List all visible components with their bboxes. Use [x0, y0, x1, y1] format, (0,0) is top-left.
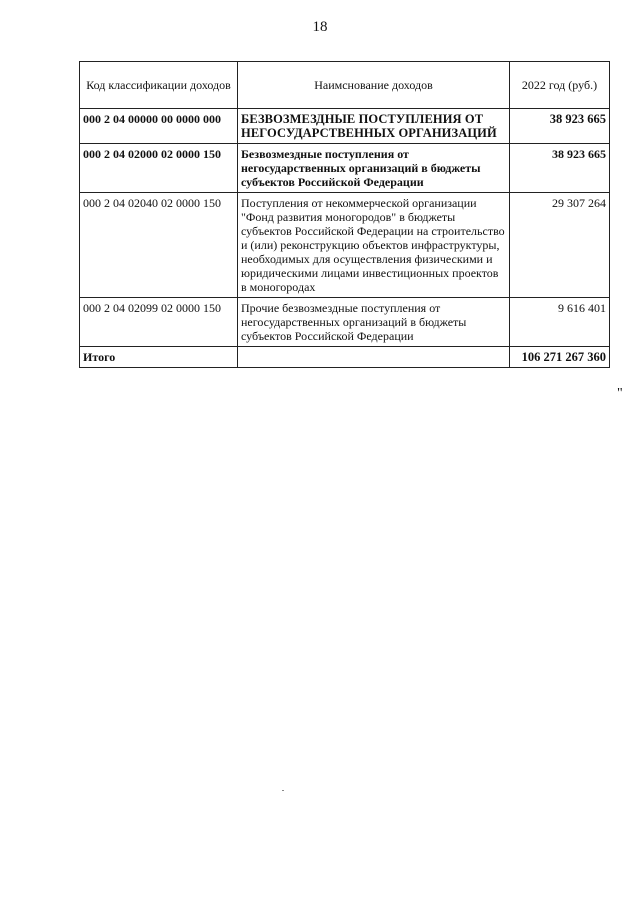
- income-table: [79, 61, 610, 368]
- table-row: [80, 193, 610, 298]
- row-name: Прочие безвозмездные поступления от негосударственных организаций в бюджеты субъектов Российской Федерации: [238, 298, 510, 347]
- row-amount: 29 307 264: [510, 193, 610, 298]
- total-label: Итого: [80, 347, 238, 368]
- header-code: Код классификации доходов: [80, 62, 238, 109]
- scan-speck: [282, 790, 284, 791]
- row-code: 000 2 04 02099 02 0000 150: [80, 298, 238, 347]
- header-year: 2022 год (руб.): [510, 62, 610, 109]
- row-amount: 38 923 665: [510, 109, 610, 144]
- row-name: БЕЗВОЗМЕЗДНЫЕ ПОСТУПЛЕНИЯ ОТ НЕГОСУДАРСТВЕННЫХ ОРГАНИЗАЦИЙ: [238, 109, 510, 144]
- table-body: [80, 109, 610, 368]
- header-name: Наимснование доходов: [238, 62, 510, 109]
- total-amount: 106 271 267 360: [510, 347, 610, 368]
- row-code: 000 2 04 02000 02 0000 150: [80, 144, 238, 193]
- table-header: [80, 62, 610, 109]
- row-amount: 9 616 401: [510, 298, 610, 347]
- total-name: [238, 347, 510, 368]
- table-row: [80, 109, 610, 144]
- row-code: 000 2 04 02040 02 0000 150: [80, 193, 238, 298]
- row-amount: 38 923 665: [510, 144, 610, 193]
- page-number: 18: [312, 19, 328, 35]
- header-row: [80, 62, 610, 109]
- row-name: Безвозмездные поступления от негосударственных организаций в бюджеты субъектов Российской Федерации: [238, 144, 510, 193]
- row-code: 000 2 04 00000 00 0000 000: [80, 109, 238, 144]
- closing-quote-mark: ": [617, 386, 623, 401]
- total-row: [80, 347, 610, 368]
- table-row: [80, 144, 610, 193]
- row-name: Поступления от некоммерческой организации "Фонд развития моногородов" в бюджеты субъектов Российской Федерации на строительство и (или) реконструкцию объектов инфраструктуры, необходимых для осуществления физическими и юридическими лицами инвестиционных проектов в моногородах: [238, 193, 510, 298]
- table-row: [80, 298, 610, 347]
